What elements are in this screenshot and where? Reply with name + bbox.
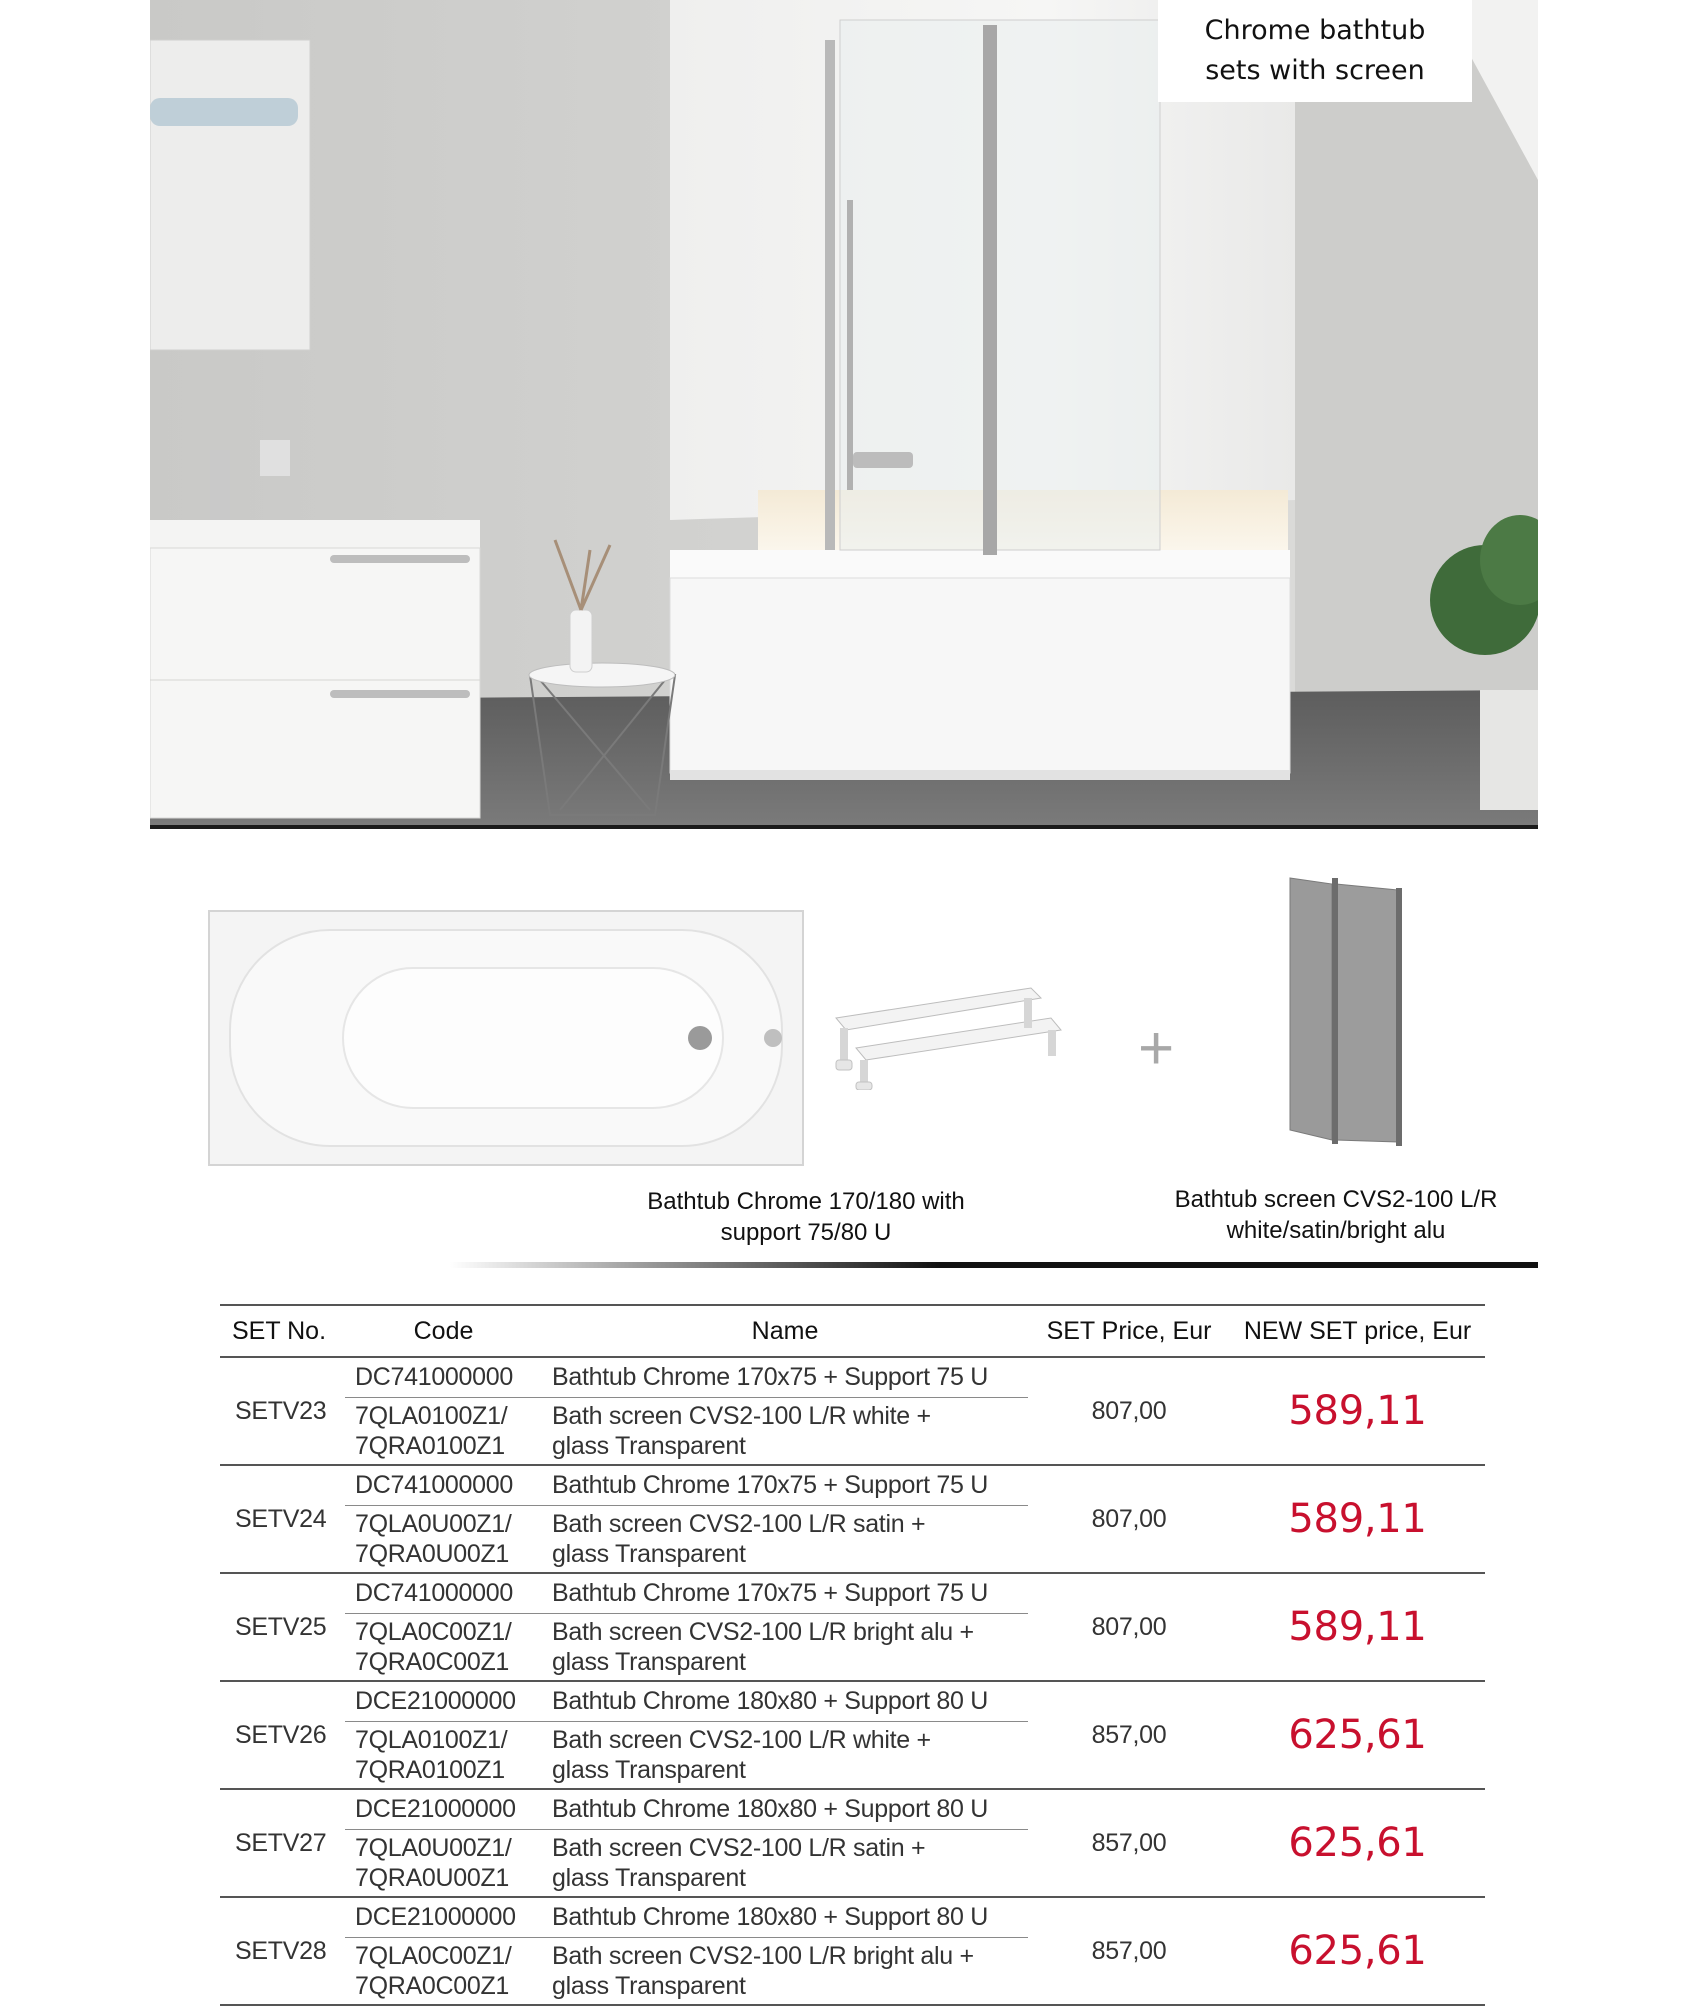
header-set-price: SET Price, Eur — [1028, 1305, 1230, 1357]
bathtub-support-image — [826, 978, 1076, 1090]
screen-code — [345, 1938, 542, 2006]
screen-name-line-2: glass Transparent — [552, 1864, 746, 1892]
hero-title-line-2: sets with screen — [1205, 55, 1425, 86]
set-number: SETV26 — [220, 1681, 345, 1789]
bathtub-code: DC741000000 — [345, 1465, 542, 1506]
set-price: 857,00 — [1028, 1681, 1230, 1789]
screen-name-line-1: Bath screen CVS2-100 L/R white + — [552, 1726, 931, 1754]
screen-code-line-2: 7QRA0U00Z1 — [355, 1540, 510, 1568]
header-set-no: SET No. — [220, 1305, 345, 1357]
screen-code-line-1: 7QLA0U00Z1/ — [355, 1834, 512, 1862]
bathtub-code: DC741000000 — [345, 1357, 542, 1398]
bathtub-code: DCE21000000 — [345, 1681, 542, 1722]
hero-title-badge — [1158, 0, 1472, 102]
screen-code-line-2: 7QRA0100Z1 — [355, 1432, 505, 1460]
bathtub-caption — [600, 1186, 1012, 1248]
new-set-price: 589,11 — [1230, 1465, 1485, 1573]
screen-code-line-1: 7QLA0C00Z1/ — [355, 1618, 512, 1646]
bathtub-code: DCE21000000 — [345, 1897, 542, 1938]
screen-code-line-2: 7QRA0100Z1 — [355, 1756, 505, 1784]
screen-name — [542, 1506, 1028, 1574]
screen-name-line-1: Bath screen CVS2-100 L/R satin + — [552, 1510, 926, 1538]
bathtub-caption-line-2: support 75/80 U — [720, 1219, 892, 1246]
price-table — [220, 1304, 1485, 2006]
set-price: 857,00 — [1028, 1789, 1230, 1897]
screen-name-line-2: glass Transparent — [552, 1972, 746, 2000]
screen-code-line-1: 7QLA0100Z1/ — [355, 1402, 508, 1430]
screen-code-line-2: 7QRA0U00Z1 — [355, 1864, 510, 1892]
hero-bathroom-photo — [150, 0, 1538, 829]
screen-name-line-2: glass Transparent — [552, 1648, 746, 1676]
table-body — [220, 1357, 1485, 2005]
table-row — [220, 1897, 1485, 1938]
screen-name — [542, 1722, 1028, 1790]
header-code: Code — [345, 1305, 542, 1357]
hero-title-line-1: Chrome bathtub — [1204, 15, 1426, 46]
set-number: SETV24 — [220, 1465, 345, 1573]
set-price: 807,00 — [1028, 1465, 1230, 1573]
screen-name-line-2: glass Transparent — [552, 1432, 746, 1460]
section-divider — [450, 1262, 1538, 1268]
bathtub-name: Bathtub Chrome 170x75 + Support 75 U — [542, 1573, 1028, 1614]
screen-code-line-1: 7QLA0U00Z1/ — [355, 1510, 512, 1538]
set-price: 857,00 — [1028, 1897, 1230, 2005]
screen-code-line-1: 7QLA0100Z1/ — [355, 1726, 508, 1754]
screen-code-line-2: 7QRA0C00Z1 — [355, 1648, 510, 1676]
bathtub-image — [208, 910, 804, 1166]
set-number: SETV25 — [220, 1573, 345, 1681]
bath-screen-caption — [1136, 1184, 1536, 1246]
screen-code — [345, 1722, 542, 1790]
bathtub-name: Bathtub Chrome 180x80 + Support 80 U — [542, 1789, 1028, 1830]
set-number: SETV27 — [220, 1789, 345, 1897]
bathtub-name: Bathtub Chrome 180x80 + Support 80 U — [542, 1897, 1028, 1938]
screen-code — [345, 1830, 542, 1898]
new-set-price: 625,61 — [1230, 1897, 1485, 2005]
new-set-price: 589,11 — [1230, 1357, 1485, 1465]
set-price: 807,00 — [1028, 1357, 1230, 1465]
screen-name-line-1: Bath screen CVS2-100 L/R bright alu + — [552, 1618, 974, 1646]
screen-name — [542, 1398, 1028, 1466]
plus-sign: + — [1138, 1014, 1175, 1083]
set-price: 807,00 — [1028, 1573, 1230, 1681]
bathroom-scene-illustration — [150, 0, 1538, 825]
screen-name — [542, 1830, 1028, 1898]
bathtub-code: DC741000000 — [345, 1573, 542, 1614]
screen-code — [345, 1398, 542, 1466]
screen-name-line-1: Bath screen CVS2-100 L/R white + — [552, 1402, 931, 1430]
bathtub-caption-line-1: Bathtub Chrome 170/180 with — [647, 1188, 965, 1215]
table-header-row — [220, 1305, 1485, 1357]
bathtub-name: Bathtub Chrome 170x75 + Support 75 U — [542, 1465, 1028, 1506]
bathtub-code: DCE21000000 — [345, 1789, 542, 1830]
bath-screen-image — [1284, 870, 1406, 1148]
new-set-price: 625,61 — [1230, 1789, 1485, 1897]
table-row — [220, 1465, 1485, 1506]
screen-name — [542, 1938, 1028, 2006]
screen-code — [345, 1614, 542, 1682]
header-name: Name — [542, 1305, 1028, 1357]
screen-name-line-2: glass Transparent — [552, 1756, 746, 1784]
screen-code — [345, 1506, 542, 1574]
table-row — [220, 1681, 1485, 1722]
bathtub-name: Bathtub Chrome 180x80 + Support 80 U — [542, 1681, 1028, 1722]
bathtub-name: Bathtub Chrome 170x75 + Support 75 U — [542, 1357, 1028, 1398]
table-row — [220, 1357, 1485, 1398]
screen-code-line-2: 7QRA0C00Z1 — [355, 1972, 510, 2000]
table-row — [220, 1573, 1485, 1614]
table-row — [220, 1789, 1485, 1830]
screen-code-line-1: 7QLA0C00Z1/ — [355, 1942, 512, 1970]
screen-name-line-1: Bath screen CVS2-100 L/R bright alu + — [552, 1942, 974, 1970]
new-set-price: 589,11 — [1230, 1573, 1485, 1681]
header-new-set-price: NEW SET price, Eur — [1230, 1305, 1485, 1357]
screen-name — [542, 1614, 1028, 1682]
set-number: SETV28 — [220, 1897, 345, 2005]
new-set-price: 625,61 — [1230, 1681, 1485, 1789]
set-number: SETV23 — [220, 1357, 345, 1465]
bath-screen-caption-line-1: Bathtub screen CVS2-100 L/R — [1174, 1186, 1498, 1213]
screen-name-line-2: glass Transparent — [552, 1540, 746, 1568]
screen-name-line-1: Bath screen CVS2-100 L/R satin + — [552, 1834, 926, 1862]
bath-screen-caption-line-2: white/satin/bright alu — [1226, 1217, 1446, 1244]
